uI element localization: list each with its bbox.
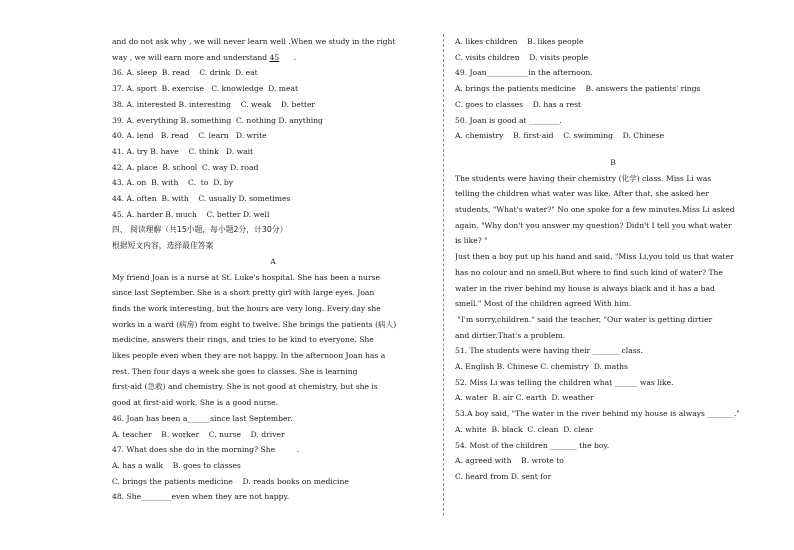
question-line: C. brings the patients medicine D. reads books on medicine (112, 476, 349, 486)
passage-line: Just then a boy put up his hand and said, "Miss Li,you told us that water (455, 252, 734, 262)
cloze-option-line: 41. A. try B. have C. think D. wait (112, 146, 254, 156)
passage-line: "I'm sorry,children." said the teacher, "Our water is getting dirtier (455, 314, 713, 324)
text-line: way , we will earn more and understand 45 . (112, 52, 297, 62)
passage-line: likes people even when they are not happy. In the afternoon Joan has a (112, 351, 386, 361)
passage-line: good at first-aid work. She is a good nurse. (112, 398, 279, 408)
passage-line: finds the work interesting, but the hours are very long. Every day she (112, 303, 381, 313)
question-line: A. has a walk B. goes to classes (112, 460, 241, 470)
question-line: 51. The students were having their _______ class. (455, 346, 643, 356)
passage-line: students, "What's water?" No one spoke for a few minutes.Miss Li asked (455, 205, 735, 215)
passage-line: since last September. She is a short pretty girl with large eyes. Joan (112, 288, 375, 298)
cloze-option-line: 38. A. interested B. interesting C. weak D. better (112, 99, 316, 109)
left-column (112, 34, 434, 505)
passage-line: medicine, answers their rings, and tries to be kind to everyone. She (112, 335, 374, 345)
question-line: A. English B. Chinese C. chemistry D. maths (455, 362, 628, 372)
cloze-option-line: 40. A. lend B. read C. learn D. write (112, 131, 267, 141)
cloze-option-line: 37. A. sport B. exercise C. knowledge D. meat (112, 84, 299, 94)
cloze-option-line: 42. A. place B. school C. way D. road (112, 162, 259, 172)
question-line: 53.A boy said, "The water in the river behind my house is always _______." (455, 409, 740, 419)
question-line: A. brings the patients medicine B. answers the patients' rings (455, 84, 701, 94)
section-heading: 四、 阅读理解（共15小题，每小题2分，计30分） (112, 225, 288, 235)
cloze-option-line: 36. A. sleep B. read C. drink D. eat (112, 68, 258, 78)
question-line: A. chemistry B. first-aid C. swimming D. Chinese (455, 131, 665, 141)
question-line: 46. Joan has been a______since last September. (112, 413, 293, 423)
passage-line: smell." Most of the children agreed With him. (455, 299, 632, 309)
question-line: A. teacher B. worker C. nurse D. driver (112, 429, 285, 439)
spacer (455, 144, 771, 155)
question-line: C. goes to classes D. has a rest (455, 99, 582, 109)
question-line: C. visits children D. visits people (455, 52, 589, 62)
question-line: A. water B. air C. earth D. weather (455, 393, 594, 403)
cloze-option-line: 43. A. on B. with C. to D. by (112, 178, 234, 188)
question-line: C. heard from D. sent for (455, 471, 552, 481)
question-line: A. likes children B. likes people (455, 37, 584, 46)
question-line: 48. She________even when they are not happy. (112, 492, 290, 502)
column-divider (443, 34, 444, 516)
cloze-option-line: 39. A. everything B. something C. nothing D. anything (112, 115, 323, 125)
passage-line: has no colour and no smell.But where to find such kind of water? The (455, 267, 723, 277)
question-line: A. white B. black C. clean D. clear (455, 424, 594, 434)
question-line: 52. Miss Li was telling the children what ______ was like. (455, 377, 674, 387)
passage-line: rest. Then four days a week she goes to classes. She is learning (112, 366, 358, 376)
passage-line: first-aid (急救) and chemistry. She is not good at chemistry, but she is (112, 382, 378, 392)
question-line: 50. Joan is good at ________. (455, 115, 562, 125)
passage-line: water in the river behind my house is always black and it has a bad (455, 283, 715, 293)
cloze-option-line: 45. A. harder B. much C. better D. well (112, 209, 270, 219)
question-line: 47. What does she do in the morning? She . (112, 445, 300, 455)
passage-line: is like? " (455, 236, 488, 246)
passage-line: and dirtier.That's a problem. (455, 330, 566, 340)
passage-b-label: B (610, 157, 616, 167)
passage-line: works in a ward (病房) from eight to twelve. She brings the patients (病人) (112, 319, 397, 329)
passage-line: The students were having their chemistry (化学) class. Miss Li was (455, 173, 712, 183)
passage-line: My friend Joan is a nurse at St. Luke's hospital. She has been a nurse (112, 272, 380, 282)
cloze-option-line: 44. A. often B. with C. usually D. sometimes (112, 194, 291, 204)
passage-a-label: A (270, 256, 276, 266)
section-instruction: 根据短文内容，选择最佳答案 (112, 241, 214, 251)
right-column (455, 34, 771, 485)
question-line: A. agreed with B. wrote to (455, 456, 564, 466)
blank-45: 45 (269, 52, 280, 62)
text-line: and do not ask why , we will never learn well .When we study in the right (112, 37, 396, 46)
passage-line: again, "Why don't you answer my question? Didn't I tell you what water (455, 220, 732, 230)
passage-line: telling the children what water was like. After that, she asked her (455, 189, 709, 199)
question-line: 54. Most of the children _______ the boy. (455, 440, 610, 450)
question-line: 49. Joan___________in the afternoon. (455, 68, 593, 78)
